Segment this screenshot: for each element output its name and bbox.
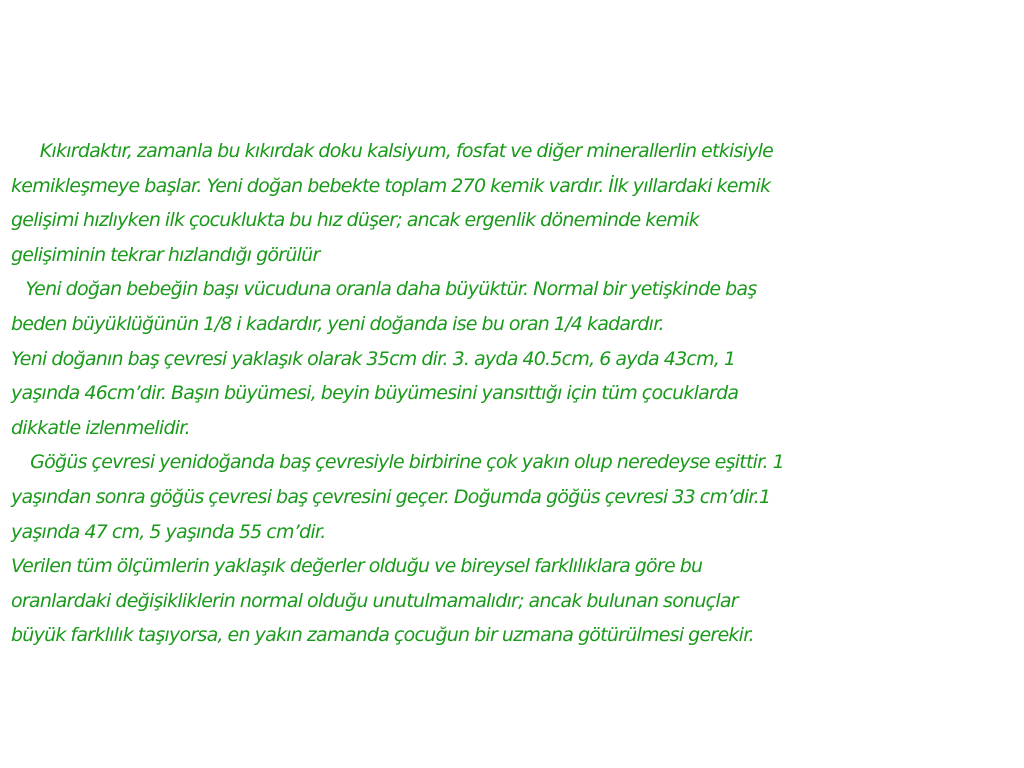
- text-line: oranlardaki değişikliklerin normal olduğu unutulmamalıdır; ancak bulunan sonuçlar: [11, 589, 738, 612]
- text-line: yaşında 46cm’dir. Başın büyümesi, beyin büyümesini yansıttığı için tüm çocuklarda: [11, 382, 739, 405]
- text-line: Kıkırdaktır, zamanla bu kıkırdak doku kalsiyum, fosfat ve diğer minerallerlin etkisiyle: [11, 140, 774, 162]
- text-line: beden büyüklüğünün 1/8 i kadardır, yeni doğanda ise bu oran 1/4 kadardır.: [11, 312, 664, 335]
- text-line: dikkatle izlenmelidir.: [11, 416, 190, 439]
- text-line: Yeni doğanın baş çevresi yaklaşık olarak 35cm dir. 3. ayda 40.5cm, 6 ayda 43cm, 1: [11, 347, 736, 370]
- text-line: gelişiminin tekrar hızlandığı görülür: [11, 243, 320, 266]
- body-text: [11, 134, 1015, 653]
- text-line: yaşında 47 cm, 5 yaşında 55 cm’dir.: [11, 520, 326, 543]
- text-line: gelişimi hızlıyken ilk çocuklukta bu hız düşer; ancak ergenlik döneminde kemik: [11, 209, 699, 232]
- text-line: büyük farklılık taşıyorsa, en yakın zamanda çocuğun bir uzmana götürülmesi gerekir.: [11, 624, 754, 647]
- text-line: yaşından sonra göğüs çevresi baş çevresini geçer. Doğumda göğüs çevresi 33 cm’dir.1: [11, 485, 771, 508]
- text-line: kemikleşmeye başlar. Yeni doğan bebekte toplam 270 kemik vardır. İlk yıllardaki kemik: [11, 174, 771, 197]
- text-line: Göğüs çevresi yenidoğanda baş çevresiyle birbirine çok yakın olup neredeyse eşittir. 1: [11, 451, 784, 474]
- text-line: Yeni doğan bebeğin başı vücuduna oranla daha büyüktür. Normal bir yetişkinde baş: [11, 278, 757, 301]
- text-line: Verilen tüm ölçümlerin yaklaşık değerler olduğu ve bireysel farklılıklara göre bu: [11, 555, 703, 578]
